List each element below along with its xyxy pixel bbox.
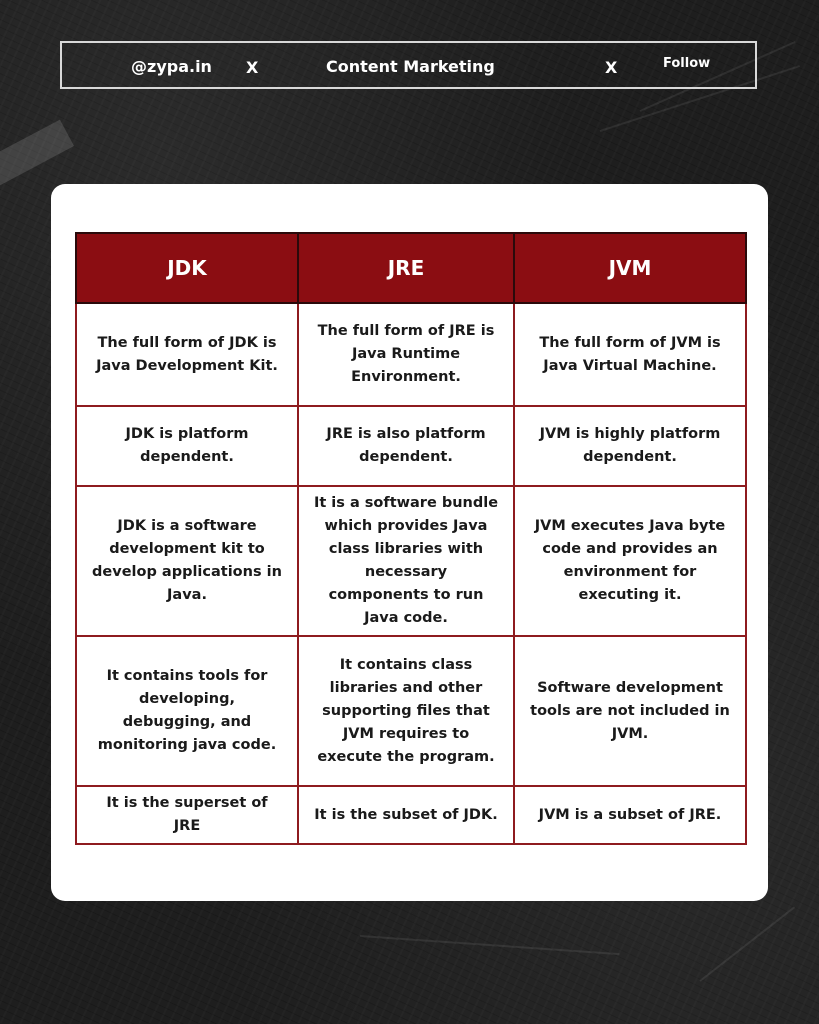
table-cell: JVM executes Java byte code and provides an environment for executing it. [514,486,746,636]
comparison-table [75,232,747,845]
table-cell: It is the superset of JRE [76,786,298,844]
follow-button[interactable]: Follow [663,56,711,71]
table-row [76,636,746,786]
table-header-row [76,233,746,303]
table-cell: It is a software bundle which provides Java class libraries with necessary components to run Java code. [298,486,514,636]
column-header-jdk: JDK [76,233,298,303]
table-row [76,786,746,844]
account-handle[interactable]: @zypa.in [131,57,212,76]
table-cell: JDK is platform dependent. [76,406,298,486]
table-cell: Software development tools are not included in JVM. [514,636,746,786]
topic-label: Content Marketing [326,57,495,76]
table-cell: The full form of JVM is Java Virtual Machine. [514,303,746,406]
table-cell: JVM is a subset of JRE. [514,786,746,844]
table-row [76,486,746,636]
separator-x: X [605,58,618,77]
table-cell: JRE is also platform dependent. [298,406,514,486]
table-cell: JVM is highly platform dependent. [514,406,746,486]
table-row [76,406,746,486]
table-cell: The full form of JRE is Java Runtime Environment. [298,303,514,406]
table-row [76,303,746,406]
table-cell: It is the subset of JDK. [298,786,514,844]
separator-x: X [246,58,259,77]
table-cell: It contains class libraries and other supporting files that JVM requires to execute the program. [298,636,514,786]
column-header-jvm: JVM [514,233,746,303]
table-cell: JDK is a software development kit to develop applications in Java. [76,486,298,636]
table-cell: The full form of JDK is Java Development Kit. [76,303,298,406]
top-banner [60,41,757,89]
comparison-card [51,184,768,901]
column-header-jre: JRE [298,233,514,303]
table-cell: It contains tools for developing, debugging, and monitoring java code. [76,636,298,786]
